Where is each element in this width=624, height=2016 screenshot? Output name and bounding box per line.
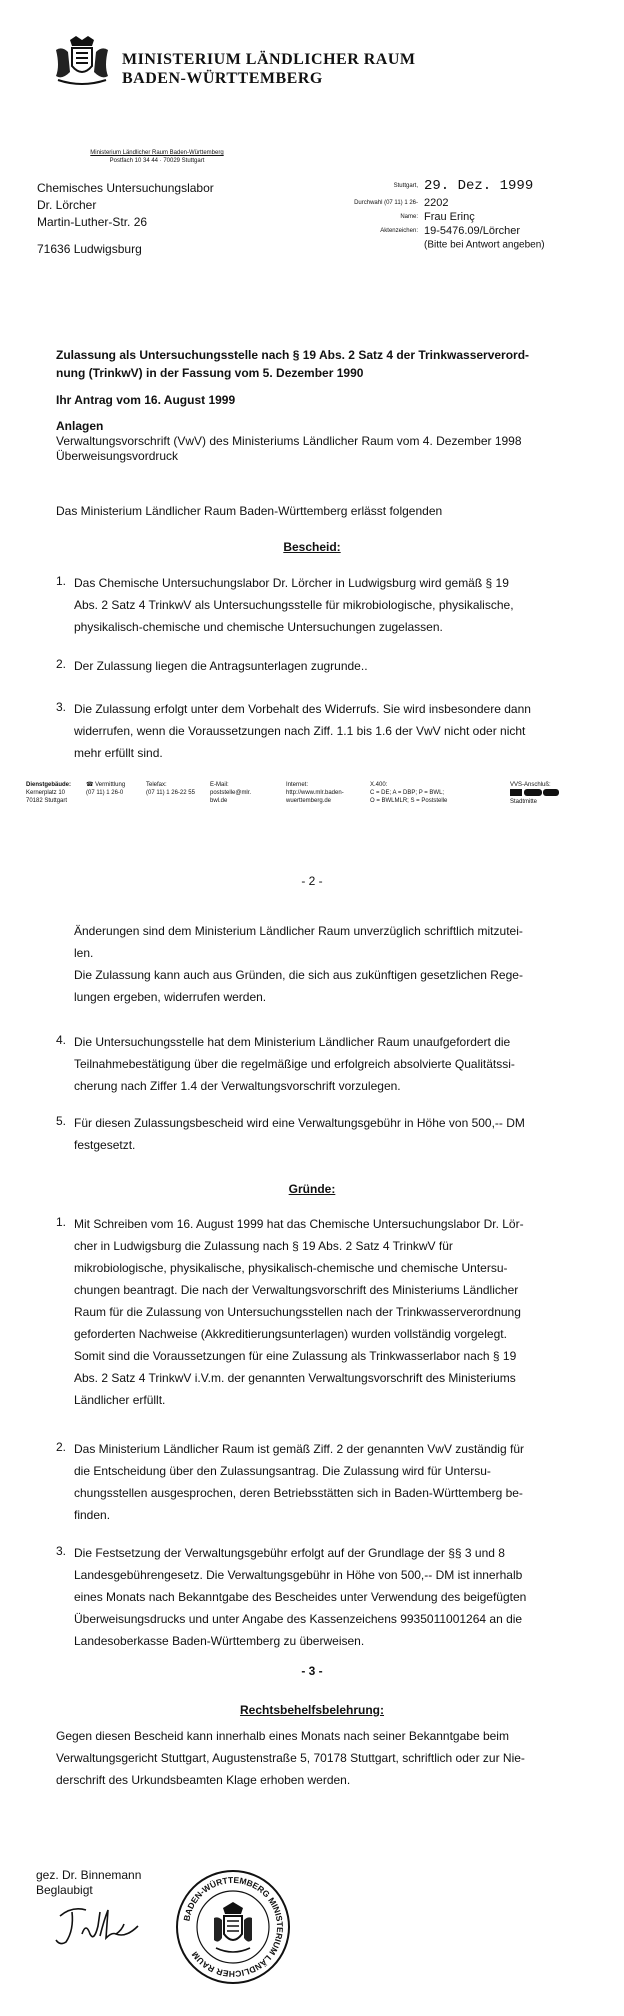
application-reference: Ihr Antrag vom 16. August 1999 bbox=[56, 393, 236, 407]
date-label: Stuttgart, bbox=[393, 182, 418, 189]
page-number-3: - 3 - bbox=[301, 1664, 323, 1678]
ministry-title-line1: MINISTERIUM LÄNDLICHER RAUM bbox=[122, 51, 416, 68]
list-item: Der Zulassung liegen die Antragsunterlagen zugrunde.. bbox=[74, 659, 368, 673]
ref-label: Aktenzeichen: bbox=[380, 227, 418, 234]
list-item: Die Untersuchungsstelle hat dem Ministerium Ländlicher Raum unaufgefordert die Teilnahmebestätigung über die regelmäßige und erfolgreich absolvierte Qualitätssi- cherung nach Ziffer 1.4 der Verwaltungsvorschrift vorzulegen. bbox=[74, 1035, 515, 1093]
list-number: 1. bbox=[56, 1215, 67, 1229]
subject-line2: nung (TrinkwV) in der Fassung vom 5. Dezember 1990 bbox=[56, 366, 364, 380]
footer-fax: Telefax: (07 11) 1 26-22 55 bbox=[146, 782, 195, 796]
list-item: Mit Schreiben vom 16. August 1999 hat das Chemische Untersuchungslabor Dr. Lör- cher in Ludwigsburg die Zulassung nach § 19 Abs. 2 Satz 4 TrinkwV für mikrobiologische, physikalische, physikalisch-chemische und chemische Untersu- chungen beantragt. Die nach der Verwaltungsvorschrift des Ministeriums Ländlicher Raum für die Zulassung von Untersuchungsstellen nach der Trinkwasserverordnung geforderten Nachweise (Akkreditierungsunterlagen) wurden vollständig vorgelegt. Somit sind die Voraussetzungen für eine Zulassung als Trinkwasserlabor nach § 19 Abs. 2 Satz 4 TrinkwV i.V.m. der genannten Verwaltungsvorschrift des Ministeriums Ländlicher erfüllt. bbox=[74, 1217, 524, 1407]
seal-text: BADEN-WÜRTTEMBERG MINISTERIUM LÄNDLICHER RAUM bbox=[181, 1874, 286, 1980]
list-number: 5. bbox=[56, 1114, 67, 1128]
list-number: 4. bbox=[56, 1033, 67, 1047]
list-number: 2. bbox=[56, 1440, 67, 1454]
recipient-line2: Dr. Lörcher bbox=[37, 198, 97, 212]
list-item: Für diesen Zulassungsbescheid wird eine Verwaltungsgebühr in Höhe von 500,-- DM festgesetzt. bbox=[74, 1116, 525, 1152]
list-item: Die Zulassung erfolgt unter dem Vorbehalt des Widerrufs. Sie wird insbesondere dann widerrufen, wenn die Voraussetzungen nach Ziff. 1.1 bis 1.6 der VwV nicht oder nicht mehr erfüllt sind. bbox=[74, 702, 531, 760]
list-number: 3. bbox=[56, 700, 67, 714]
list-number: 2. bbox=[56, 657, 67, 671]
ref-note: (Bitte bei Antwort angeben) bbox=[424, 239, 545, 251]
letter-meta bbox=[315, 177, 615, 250]
attachment-item: Verwaltungsvorschrift (VwV) des Ministeriums Ländlicher Raum vom 4. Dezember 1998 bbox=[56, 434, 522, 448]
recipient-line3: Martin-Luther-Str. 26 bbox=[37, 215, 148, 229]
name-label: Name: bbox=[400, 213, 418, 220]
sender-line2: Postfach 10 34 44 · 70029 Stuttgart bbox=[109, 158, 205, 164]
list-number: 3. bbox=[56, 1544, 67, 1558]
page-number-2: - 2 - bbox=[301, 874, 323, 888]
list-item: Das Ministerium Ländlicher Raum ist gemäß Ziff. 2 der genannten VwV zuständig für die Entscheidung über den Zulassungsantrag. Die Zulassung wird für Untersu- chungsstellen ausgesprochen, deren Betriebsstätten sich in Baden-Württemberg be- finden. bbox=[74, 1442, 524, 1522]
date-value: 29. Dez. 1999 bbox=[424, 177, 534, 194]
list-number: 1. bbox=[56, 574, 67, 588]
recipient-line1: Chemisches Untersuchungslabor bbox=[37, 181, 214, 195]
signature-line1: gez. Dr. Binnemann bbox=[36, 1868, 142, 1882]
recipient-line4: 71636 Ludwigsburg bbox=[37, 242, 142, 256]
footer-transit: VVS-Anschluß: Stadtmitte bbox=[510, 781, 559, 806]
footer-email: E-Mail: poststelle@mlr. bwl.de bbox=[210, 782, 252, 804]
footer-x400: X.400: C = DE; A = DBP; P = BWL; O = BWLMLR; S = Poststelle bbox=[370, 782, 448, 804]
ministry-title-line2: BADEN-WÜRTTEMBERG bbox=[122, 70, 323, 87]
ref-value: 19-5476.09/Lörcher bbox=[424, 224, 521, 237]
footer-internet: Internet: http://www.mlr.baden- wuerttemberg.de bbox=[286, 782, 344, 804]
name-value: Frau Erinç bbox=[424, 210, 475, 223]
rechtsbehelf-heading: Rechtsbehelfsbelehrung: bbox=[239, 1703, 385, 1717]
intro-text: Das Ministerium Ländlicher Raum Baden-Württemberg erlässt folgenden bbox=[56, 504, 443, 518]
phone-value: 2202 bbox=[424, 196, 449, 209]
continuation-text: Änderungen sind dem Ministerium Ländlicher Raum unverzüglich schriftlich mitzutei- len. Die Zulassung kann auch aus Gründen, die sich aus zukünftigen gesetzlichen Rege- lungen ergeben, widerrufen werden. bbox=[74, 924, 523, 1004]
list-item: Das Chemische Untersuchungslabor Dr. Lörcher in Ludwigsburg wird gemäß § 19 Abs. 2 Satz 4 TrinkwV als Untersuchungsstelle für mikrobiologische, physikalische, physikalisch-chemische und chemische Untersuchungen zugelassen. bbox=[74, 576, 514, 634]
signature-line2: Beglaubigt bbox=[36, 1883, 93, 1897]
bescheid-heading: Bescheid: bbox=[283, 540, 341, 554]
list-item: Die Festsetzung der Verwaltungsgebühr erfolgt auf der Grundlage der §§ 3 und 8 Landesgebührengesetz. Die Verwaltungsgebühr in Höhe von 500,-- DM ist innerhalb eines Monats nach Bekanntgabe des Bescheides unter Verwendung des beigefügten Überweisungsdrucks und unter Angabe des Kassenzeichens 9935011001264 an die Landesoberkasse Baden-Württemberg zu überweisen. bbox=[74, 1546, 527, 1648]
attachment-item: Überweisungsvordruck bbox=[56, 449, 179, 463]
handwritten-signature bbox=[52, 1902, 148, 1952]
coat-of-arms-logo bbox=[52, 36, 112, 88]
footer-address: Dienstgebäude: Kernerplatz 10 70182 Stuttgart bbox=[26, 782, 72, 804]
footer-phone: ☎ Vermittlung (07 11) 1 26-0 bbox=[86, 782, 126, 796]
transit-logos bbox=[510, 789, 559, 798]
phone-label: Durchwahl (07 11) 1 26- bbox=[354, 199, 418, 206]
official-seal bbox=[174, 1868, 292, 1986]
gruende-heading: Gründe: bbox=[288, 1182, 336, 1196]
rechtsbehelf-text: Gegen diesen Bescheid kann innerhalb eines Monats nach seiner Bekanntgabe beim Verwaltungsgericht Stuttgart, Augustenstraße 5, 70178 Stuttgart, schriftlich oder zur Nie- derschrift des Urkundsbeamten Klage erhoben werden. bbox=[56, 1729, 525, 1787]
subject-line1: Zulassung als Untersuchungsstelle nach § 19 Abs. 2 Satz 4 der Trinkwasserverord- bbox=[56, 348, 530, 362]
sender-line1: Ministerium Ländlicher Raum Baden-Württemberg bbox=[90, 150, 224, 156]
attachments-label: Anlagen bbox=[56, 419, 104, 433]
